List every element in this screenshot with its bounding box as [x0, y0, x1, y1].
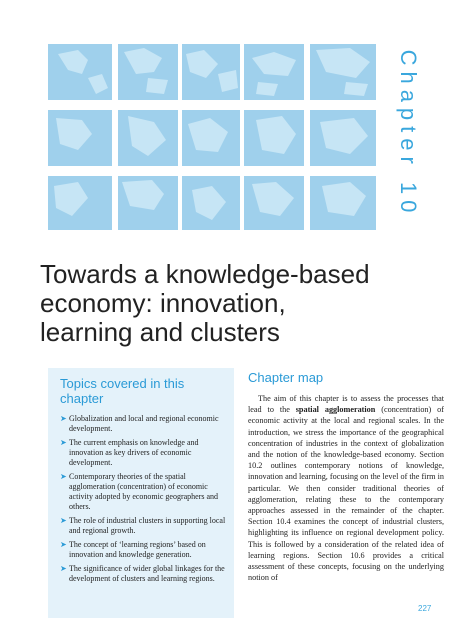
arrow-bullet-icon: ➤: [60, 438, 67, 447]
topic-item: ➤ Globalization and local and regional economic development.: [60, 414, 219, 433]
world-map-tile: [182, 176, 240, 230]
topics-heading: Topics covered in this chapter: [60, 376, 185, 406]
world-map-tile: [310, 176, 376, 230]
world-map-tile: [244, 176, 304, 230]
world-map-tile: [244, 110, 304, 166]
topic-item: ➤ The role of industrial clusters in supporting local and regional growth.: [60, 516, 226, 535]
topic-item: ➤ The current emphasis on knowledge and innovation as key drivers of economic development.: [60, 438, 199, 467]
page-number: 227: [418, 604, 432, 613]
topics-list: [48, 414, 234, 584]
chapter-title: Towards a knowledge-based economy: innovation, learning and clusters: [40, 259, 370, 347]
world-map-tile: [48, 44, 112, 100]
world-map-tile: [118, 176, 178, 230]
chapter-map-text: The aim of this chapter is to assess the processes that lead to the spatial agglomeration (concentration) of economic activity at the local and regional scales. In the introduction, we stress the importance of the geographical concentration of industries in the context of globalization and the notion of the knowledge-based economy. Section 10.2 outlines contemporary notions of knowledge, innovation and learning, focusing on the level of the firm in particular. We then consider traditional theories of agglomeration, relating these to the contemporary approaches assessed in the remainder of the chapter. Section 10.4 examines the concept of industrial clusters, highlighting its influence on regional development policy. This is followed by a consideration of the related idea of learning regions. Section 10.6 provides a critical assessment of these concepts, focusing on the underlying notion of: [248, 394, 444, 583]
topic-item: ➤ The significance of wider global linkages for the development of clusters and learning regions.: [60, 564, 225, 583]
topic-item: ➤ Contemporary theories of the spatial agglomeration (concentration) of economic activity adopted by economic geographers and others.: [60, 472, 219, 511]
world-map-tile: [182, 44, 240, 100]
world-map-tile: [48, 110, 112, 166]
arrow-bullet-icon: ➤: [60, 540, 67, 549]
arrow-bullet-icon: ➤: [60, 414, 67, 423]
world-map-tile: [118, 44, 178, 100]
chapter-map-heading: Chapter map: [248, 370, 324, 385]
arrow-bullet-icon: ➤: [60, 564, 67, 573]
world-map-tile: [310, 44, 376, 100]
arrow-bullet-icon: ➤: [60, 472, 67, 481]
world-map-tile: [244, 44, 304, 100]
arrow-bullet-icon: ➤: [60, 516, 67, 525]
bold-term: spatial agglomeration: [295, 405, 376, 415]
world-map-tile: [182, 110, 240, 166]
world-map-tile: [118, 110, 178, 166]
chapter-label: Chapter 10: [396, 49, 421, 219]
topic-item: ➤ The concept of ‘learning regions’ based on innovation and knowledge generation.: [60, 540, 206, 559]
world-map-tile: [48, 176, 112, 230]
world-map-tile: [310, 110, 376, 166]
topics-box: [48, 368, 234, 618]
